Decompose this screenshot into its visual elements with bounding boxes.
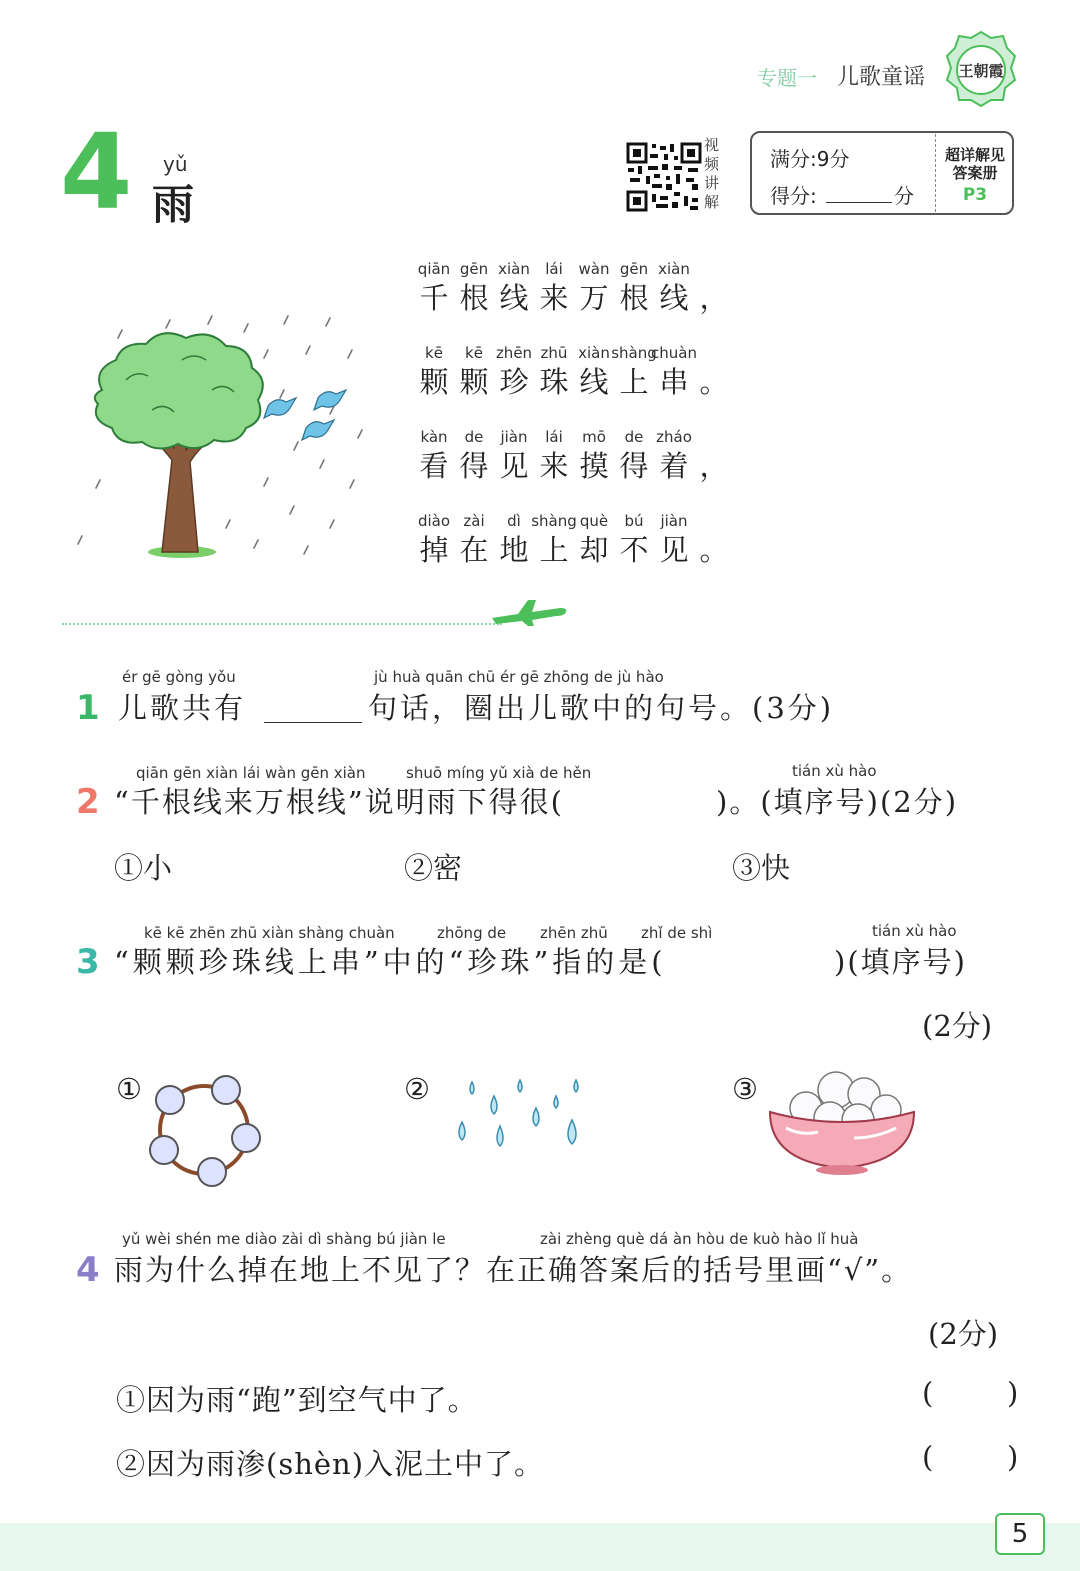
q4-score: (2分) xyxy=(928,1317,999,1351)
score-blank[interactable] xyxy=(826,202,892,203)
score-label: 得分: xyxy=(770,184,817,208)
poem-line-2: kē 颗 kē 颗 zhēn 珍 zhū 珠 xiàn 线 shàng 上 chuàn 串 。 xyxy=(419,344,729,399)
q4-option-2: ②因为雨渗(shèn)入泥土中了。 xyxy=(116,1447,545,1481)
q3-answer-slot[interactable] xyxy=(760,940,830,976)
score-unit: 分 xyxy=(894,184,914,208)
answer-note: 超详解见 答案册 xyxy=(944,146,1005,182)
q3-pinyin-4: zhǐ de shì xyxy=(641,924,713,942)
q2-pinyin-3: tián xù hào xyxy=(792,762,877,780)
footer-band xyxy=(0,1523,1080,1571)
q1-text-2: 句话，圈出儿歌中的句号。(3分) xyxy=(368,691,835,725)
poem-line-4: diào 掉 zài 在 dì 地 shàng 上 què 却 bú 不 jiàn 见 。 xyxy=(417,512,729,567)
q4-option-1-checkbox[interactable]: ( ) xyxy=(922,1376,1019,1410)
q3-pinyin-1: kē kē zhēn zhū xiàn shàng chuàn xyxy=(144,924,395,942)
lesson-title-pinyin: yǔ xyxy=(163,152,188,176)
score-divider xyxy=(935,134,936,212)
q2-pinyin-1: qiān gēn xiàn lái wàn gēn xiàn xyxy=(136,764,366,782)
tangyuan-bowl-icon[interactable] xyxy=(766,1066,918,1176)
q3-text-end: )(填序号) xyxy=(834,945,967,979)
q4-pinyin-2: zài zhèng què dá àn hòu de kuò hào lǐ huà xyxy=(540,1230,859,1248)
q4-option-1: ①因为雨“跑”到空气中了。 xyxy=(116,1383,478,1417)
q2-option-1[interactable]: ①小 xyxy=(114,851,173,885)
q4-text: 雨为什么掉在地上不见了？在正确答案后的括号里画“√”。 xyxy=(114,1253,913,1287)
topic-title: 儿歌童谣 xyxy=(837,65,926,90)
q1-text-1: 儿歌共有 xyxy=(118,691,247,725)
brand-badge-logo xyxy=(945,30,1017,108)
lesson-number: 4 xyxy=(60,111,133,233)
question-2-number: 2 xyxy=(76,782,100,822)
question-4-number: 4 xyxy=(76,1250,100,1290)
q2-answer-slot[interactable] xyxy=(650,780,712,816)
full-score: 满分:9分 xyxy=(770,147,850,171)
bead-string-icon[interactable] xyxy=(142,1070,270,1194)
q3-text: “颗颗珍珠线上串”中的“珍珠”指的是( xyxy=(114,945,667,979)
q2-text: “千根线来万根线”说明雨下得很( xyxy=(114,785,564,819)
q3-pinyin-2: zhōng de xyxy=(437,924,507,942)
q2-option-3[interactable]: ③快 xyxy=(732,851,791,885)
section-divider xyxy=(62,623,502,625)
page-number: 5 xyxy=(995,1513,1045,1555)
q1-answer-blank[interactable] xyxy=(264,722,362,723)
poem-line-1: qiān 千 gēn 根 xiàn 线 lái 来 wàn 万 gēn 根 xiàn 线 ， xyxy=(417,260,729,315)
q3-option-2-label[interactable]: ② xyxy=(404,1072,430,1106)
raindrops-icon[interactable] xyxy=(450,1074,586,1158)
question-3-number: 3 xyxy=(76,942,100,982)
q1-pinyin-2: jù huà quān chū ér gē zhōng de jù hào xyxy=(374,668,664,686)
q3-option-1-label[interactable]: ① xyxy=(116,1072,142,1106)
poem-line-3: kàn 看 de 得 jiàn 见 lái 来 mō 摸 de 得 zháo 着 ， xyxy=(419,428,729,483)
q1-pinyin-1: ér gē gòng yǒu xyxy=(122,668,236,686)
q3-pinyin-5: tián xù hào xyxy=(872,922,957,940)
q3-score: (2分) xyxy=(922,1009,993,1043)
q2-option-2[interactable]: ②密 xyxy=(404,851,463,885)
q3-option-3-label[interactable]: ③ xyxy=(732,1072,758,1106)
airplane-icon xyxy=(488,596,570,626)
lesson-title: 雨 xyxy=(152,180,195,229)
answer-page: P3 xyxy=(962,185,988,205)
topic-label: 专题一 xyxy=(757,66,817,90)
qr-code-icon[interactable] xyxy=(626,140,702,214)
badge-text: 王朝霞 xyxy=(958,62,1004,80)
rain-tree-illustration xyxy=(62,310,372,570)
q2-pinyin-2: shuō míng yǔ xià de hěn xyxy=(406,764,592,782)
q4-pinyin-1: yǔ wèi shén me diào zài dì shàng bú jiàn le xyxy=(122,1230,446,1248)
q4-option-2-checkbox[interactable]: ( ) xyxy=(922,1440,1019,1474)
qr-label: 视 频 讲 解 xyxy=(704,136,720,211)
question-1-number: 1 xyxy=(76,688,100,728)
q3-pinyin-3: zhēn zhū xyxy=(540,924,608,942)
q2-text-end: )。(填序号)(2分) xyxy=(716,785,959,819)
